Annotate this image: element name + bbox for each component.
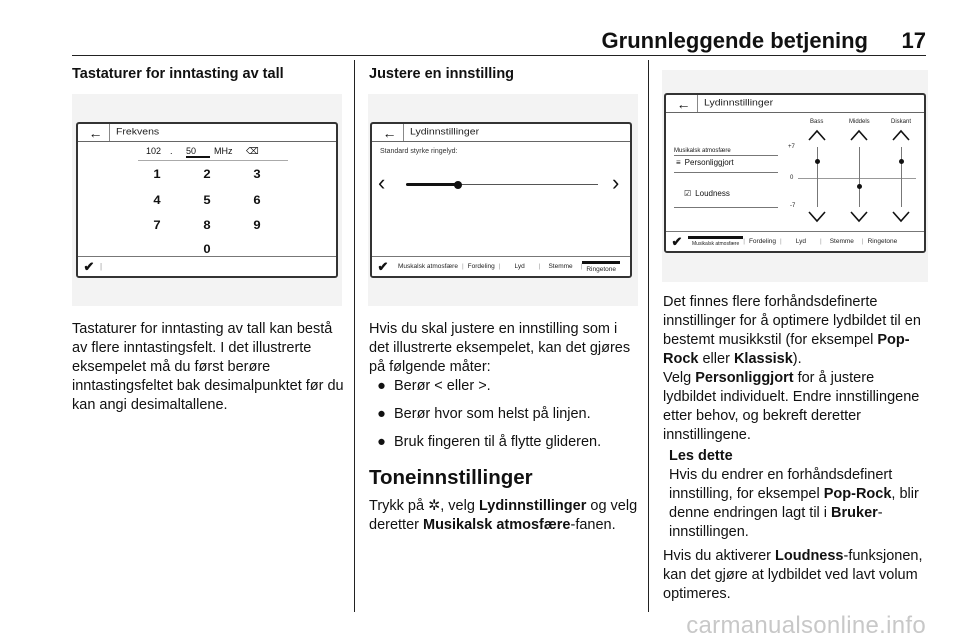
- tab-music-atmosphere[interactable]: Musikalsk atmosfære: [688, 236, 743, 247]
- adjust-paragraph: Hvis du skal justere en innstilling som i det illustrerte eksempelet, kan det gjøres på følgende måter:: [369, 321, 631, 375]
- band-label-mid: Middels: [849, 119, 870, 125]
- confirm-check-icon[interactable]: ✔: [83, 259, 95, 274]
- loudness-row[interactable]: [684, 189, 730, 198]
- keypad-heading: Tastaturer for inntasting av tall: [72, 66, 284, 82]
- screen-title: Lydinnstillinger: [704, 97, 774, 109]
- band-label-treble: Diskant: [891, 119, 912, 125]
- tab-sound[interactable]: Lyd: [514, 263, 525, 270]
- slider-knob[interactable]: [454, 181, 462, 189]
- key-5[interactable]: 5: [203, 192, 211, 207]
- loudness-divider: [674, 207, 778, 208]
- tone-paragraph: Trykk på ✲, velg Lydinnstillinger og velg deretter Musikalsk atmosfære-fanen.: [369, 498, 638, 533]
- freq-unit: MHz: [214, 146, 233, 156]
- treble-down-chevron-icon[interactable]: [892, 211, 910, 223]
- freq-decimal-point: .: [170, 146, 173, 156]
- tab-sound[interactable]: Lyd: [795, 238, 806, 245]
- mid-track[interactable]: [859, 147, 860, 207]
- adjust-bullets: [369, 377, 639, 461]
- keypad-paragraph: Tastaturer for inntasting av tall kan bestå av flere inntastingsfelt. I det illustrerte eksempelet må du først berøre inntastingsfeltet bak desimalpunktet før du kan angi desimaltallene.: [72, 321, 344, 413]
- scale-max: +7: [788, 144, 795, 150]
- tab-distribution[interactable]: Fordeling: [467, 263, 495, 270]
- screen-title: Lydinnstillinger: [410, 126, 480, 138]
- equalizer-screen: [664, 93, 926, 253]
- scale-zero: 0: [790, 175, 794, 181]
- back-arrow-icon[interactable]: ←: [82, 124, 110, 141]
- treble-up-chevron-icon[interactable]: [892, 129, 910, 141]
- section-title: Toneinnstillinger: [369, 466, 533, 489]
- keypad-screenshot: [72, 94, 342, 306]
- tab-distribution[interactable]: Fordeling: [748, 238, 777, 245]
- key-0[interactable]: 0: [203, 241, 211, 256]
- watermark: carmanualsonline.info: [686, 612, 926, 639]
- bass-track[interactable]: [817, 147, 818, 207]
- page-header: [72, 26, 926, 56]
- atmosphere-label: Musikalsk atmosfære: [674, 148, 731, 154]
- treble-knob[interactable]: [899, 159, 904, 164]
- key-3[interactable]: 3: [253, 166, 261, 181]
- key-1[interactable]: 1: [153, 166, 161, 181]
- key-8[interactable]: 8: [203, 217, 211, 232]
- backspace-icon[interactable]: ⌫: [246, 146, 259, 156]
- freq-integer-field[interactable]: 102: [146, 146, 162, 156]
- increase-chevron-icon[interactable]: ›: [612, 170, 620, 195]
- presets-paragraph: Det finnes flere forhåndsdefinerte innstillinger for å optimere lydbildet til en bestemt musikkstil (for eksempel Pop-Rock eller Klassisk).: [663, 294, 921, 367]
- column-divider: [354, 60, 355, 612]
- tab-ringtone[interactable]: Ringetone: [867, 238, 898, 245]
- personalize-paragraph: Velg Personliggjort for å justere lydbildet individuelt. Endre innstillingene etter behov, og bekreft deretter innstillingene.: [663, 370, 920, 443]
- preset-value: Personliggjort: [684, 158, 734, 167]
- screen-top-bar: [372, 124, 630, 142]
- preset-row[interactable]: [676, 158, 734, 167]
- bass-up-chevron-icon[interactable]: [808, 129, 826, 141]
- key-9[interactable]: 9: [253, 217, 261, 232]
- screen-title: Frekvens: [116, 126, 160, 138]
- note-box: [669, 447, 929, 542]
- back-arrow-icon[interactable]: ←: [670, 95, 698, 112]
- mid-knob[interactable]: [857, 184, 862, 189]
- screen-bottom-bar: [372, 256, 630, 276]
- screen-bottom-bar: [78, 256, 336, 276]
- note-heading: Les dette: [669, 448, 733, 464]
- settings-icon: ✲: [428, 498, 441, 514]
- key-4[interactable]: 4: [153, 192, 161, 207]
- mid-down-chevron-icon[interactable]: [850, 211, 868, 223]
- confirm-check-icon[interactable]: ✔: [377, 259, 389, 274]
- slider-screen: [370, 122, 632, 278]
- tab-separator: |: [100, 262, 103, 271]
- tab-bar: Muskalsk atmosfære | Fordeling | Lyd | Stemme | Ringetone: [394, 261, 630, 273]
- scale-min: -7: [790, 203, 796, 209]
- screen-top-bar: [666, 95, 924, 113]
- keypad-separator: [138, 160, 288, 161]
- screen-top-bar: [78, 124, 336, 142]
- key-2[interactable]: 2: [203, 166, 211, 181]
- bass-knob[interactable]: [815, 159, 820, 164]
- frequency-input-row[interactable]: [146, 146, 259, 158]
- list-item: ● Berør hvor som helst på linjen.: [377, 406, 591, 422]
- keypad-screen: [76, 122, 338, 278]
- loudness-label: Loudness: [695, 189, 730, 198]
- list-item: ● Berør < eller >.: [377, 378, 491, 394]
- loudness-paragraph: Hvis du aktiverer Loudness-funksjonen, kan det gjøre at lydbildet ved lavt volum optimeres.: [663, 548, 923, 602]
- page-number: 17: [901, 28, 926, 53]
- screen-bottom-bar: [666, 231, 924, 251]
- tab-bar: Musikalsk atmosfære | Fordeling | Lyd | Stemme | Ringetone: [688, 236, 924, 247]
- atmosphere-divider: [674, 155, 778, 156]
- setting-label: Standard styrke ringelyd:: [380, 148, 458, 155]
- confirm-check-icon[interactable]: ✔: [671, 234, 683, 249]
- note-text: Hvis du endrer en forhåndsdefinert innstilling, for eksempel Pop-Rock, blir denne endringen lagt til i Bruker-innstillingen.: [669, 467, 919, 540]
- list-icon: ≡: [676, 158, 681, 167]
- key-7[interactable]: 7: [153, 217, 161, 232]
- equalizer-screenshot: [662, 70, 928, 282]
- slider-fill: [406, 183, 458, 186]
- treble-track[interactable]: [901, 147, 902, 207]
- tab-voice[interactable]: Stemme: [829, 238, 854, 245]
- freq-decimal-field[interactable]: 50: [186, 146, 210, 158]
- column-divider: [648, 60, 649, 612]
- chapter-title: Grunnleggende betjening: [601, 28, 868, 53]
- decrease-chevron-icon[interactable]: ‹: [378, 170, 386, 195]
- slider-screenshot: [368, 94, 638, 306]
- bass-down-chevron-icon[interactable]: [808, 211, 826, 223]
- adjust-heading: Justere en innstilling: [369, 66, 515, 82]
- zero-line: [798, 178, 916, 179]
- back-arrow-icon[interactable]: ←: [376, 124, 404, 141]
- tab-voice[interactable]: Stemme: [548, 263, 573, 270]
- checkbox-checked-icon[interactable]: ☑: [684, 189, 692, 198]
- key-6[interactable]: 6: [253, 192, 261, 207]
- list-item: ● Bruk fingeren til å flytte glideren.: [377, 434, 602, 450]
- tab-music-atmosphere[interactable]: Muskalsk atmosfære: [398, 263, 458, 270]
- mid-up-chevron-icon[interactable]: [850, 129, 868, 141]
- band-label-bass: Bass: [810, 119, 824, 125]
- tab-ringtone[interactable]: Ringetone: [582, 261, 620, 273]
- preset-divider: [674, 172, 778, 173]
